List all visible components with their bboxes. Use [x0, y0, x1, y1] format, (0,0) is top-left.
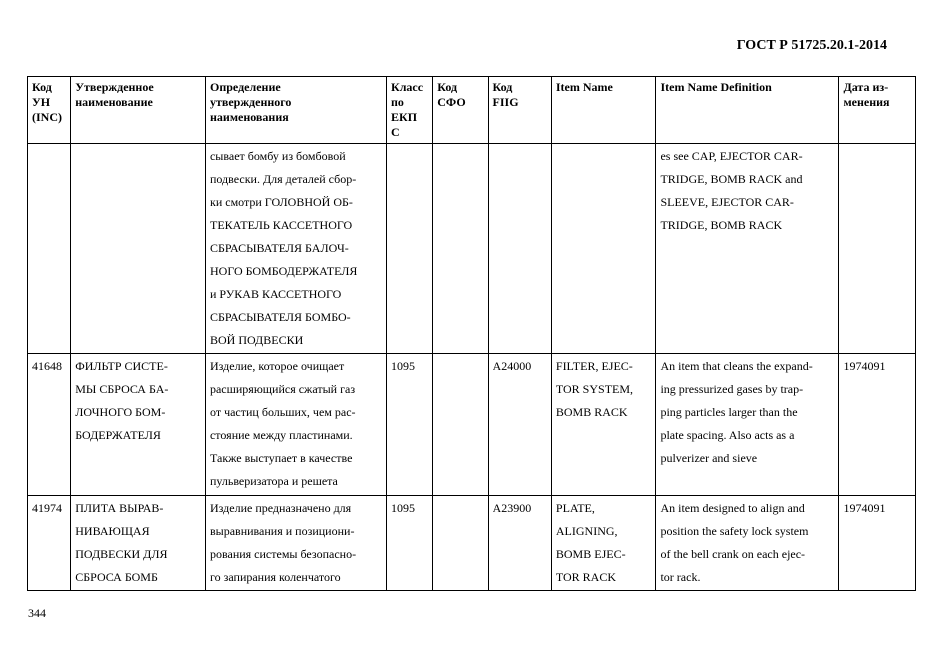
- cell-text-line: PLATE,: [555, 501, 595, 515]
- cell-text-line: ТЕКАТЕЛЬ КАССЕТНОГО: [209, 218, 353, 232]
- cell-text-line: МЫ СБРОСА БА-: [75, 382, 169, 396]
- cell-text-line: 1095: [391, 359, 415, 373]
- cell-text-line: TRIDGE, BOMB RACK and: [660, 172, 803, 186]
- cell-text-line: A24000: [492, 359, 532, 373]
- cell-text-line: стояние между пластинами.: [209, 428, 353, 442]
- item-name-cell: [551, 496, 656, 591]
- header-text-line: Код: [32, 80, 52, 94]
- cell-text-line: НИВАЮЩАЯ: [75, 524, 150, 538]
- cell-text-line: A23900: [492, 501, 532, 515]
- header-class: [387, 77, 433, 144]
- cell-text-line: ЛОЧНОГО БОМ-: [75, 405, 166, 419]
- definition-cell: [205, 144, 386, 354]
- header-text-line: наименования: [209, 110, 289, 124]
- cell-text-line: Изделие, которое очищает: [209, 359, 345, 373]
- cell-text-line: СБРАСЫВАТЕЛЯ БОМБО-: [209, 310, 351, 324]
- header-text-line: УН: [32, 95, 51, 109]
- sfo-code-cell: [433, 354, 488, 496]
- cell-text-line: BOMB RACK: [555, 405, 628, 419]
- class-cell: [387, 144, 433, 354]
- cell-text-line: ping particles larger than the: [660, 405, 798, 419]
- cell-text-line: FILTER, EJEC-: [555, 359, 633, 373]
- definition-cell: [205, 496, 386, 591]
- header-name-definition: [205, 77, 386, 144]
- cell-text-line: 41974: [32, 501, 62, 515]
- approved-name-cell: [71, 354, 206, 496]
- inc-code-cell: [28, 144, 71, 354]
- header-text-line: Дата из-: [843, 80, 889, 94]
- cell-text-line: An item that cleans the expand-: [660, 359, 813, 373]
- cell-text-line: TOR SYSTEM,: [555, 382, 634, 396]
- header-text-line: наименование: [75, 95, 153, 109]
- cell-text-line: выравнивания и позициони-: [209, 524, 355, 538]
- cell-text-line: of the bell crank on each ejec-: [660, 547, 806, 561]
- header-inc-code: [28, 77, 71, 144]
- cell-text-line: 41648: [32, 359, 62, 373]
- cell-text-line: tor rack.: [660, 570, 701, 584]
- cell-text-line: 1974091: [843, 359, 886, 373]
- cell-text-line: от частиц больших, чем рас-: [209, 405, 356, 419]
- header-text-line: Определение: [209, 80, 281, 94]
- item-name-cell: [551, 144, 656, 354]
- header-sfo-code: [433, 77, 488, 144]
- item-name-definition-cell: [656, 144, 839, 354]
- approved-name-cell: [71, 496, 206, 591]
- cell-text-line: ки смотри ГОЛОВНОЙ ОБ-: [209, 195, 353, 209]
- header-text-line: менения: [843, 95, 890, 109]
- header-text-line: С: [391, 125, 400, 139]
- cell-text-line: es see CAP, EJECTOR CAR-: [660, 149, 803, 163]
- header-item-name: [551, 77, 656, 144]
- cell-text-line: БОДЕРЖАТЕЛЯ: [75, 428, 161, 442]
- cell-text-line: СБРАСЫВАТЕЛЯ БАЛОЧ-: [209, 241, 349, 255]
- header-text-line: Item Name: [555, 80, 613, 94]
- cell-text-line: го запирания коленчатого: [209, 570, 341, 584]
- header-text-line: ЕКП: [391, 110, 418, 124]
- header-text-line: (INC): [32, 110, 62, 124]
- cell-text-line: 1974091: [843, 501, 886, 515]
- item-name-cell: [551, 354, 656, 496]
- header-text-line: Item Name Definition: [660, 80, 772, 94]
- cell-text-line: ПОДВЕСКИ ДЛЯ: [75, 547, 168, 561]
- cell-text-line: plate spacing. Also acts as a: [660, 428, 795, 442]
- cell-text-line: рования системы безопасно-: [209, 547, 357, 561]
- definition-cell: [205, 354, 386, 496]
- item-name-definition-cell: [656, 496, 839, 591]
- fiig-code-cell: [488, 354, 551, 496]
- header-text-line: утвержденного: [209, 95, 292, 109]
- cell-text-line: An item designed to align and: [660, 501, 805, 515]
- cell-text-line: ПЛИТА ВЫРАВ-: [75, 501, 164, 515]
- cell-text-line: Также выступает в качестве: [209, 451, 353, 465]
- cell-text-line: и РУКАВ КАССЕТНОГО: [209, 287, 342, 301]
- cell-text-line: position the safety lock system: [660, 524, 809, 538]
- cell-text-line: ALIGNING,: [555, 524, 618, 538]
- cell-text-line: НОГО БОМБОДЕРЖАТЕЛЯ: [209, 264, 358, 278]
- inc-code-cell: [28, 496, 71, 591]
- cell-text-line: СБРОСА БОМБ: [75, 570, 158, 584]
- cell-text-line: подвески. Для деталей сбор-: [209, 172, 357, 186]
- fiig-code-cell: [488, 496, 551, 591]
- cell-text-line: ing pressurized gases by trap-: [660, 382, 804, 396]
- header-text-line: СФО: [437, 95, 466, 109]
- header-text-line: Утвержденное: [75, 80, 154, 94]
- cell-text-line: 1095: [391, 501, 415, 515]
- header-text-line: Класс: [391, 80, 424, 94]
- class-cell: [387, 354, 433, 496]
- class-cell: [387, 496, 433, 591]
- cell-text-line: SLEEVE, EJECTOR CAR-: [660, 195, 794, 209]
- approved-name-cell: [71, 144, 206, 354]
- header-text-line: по: [391, 95, 404, 109]
- table-header-row: [28, 77, 916, 144]
- header-text-line: Код: [437, 80, 458, 94]
- cell-text-line: ВОЙ ПОДВЕСКИ: [209, 333, 304, 347]
- header-approved-name: [71, 77, 206, 144]
- table-row: [28, 354, 916, 496]
- cell-text-line: TRIDGE, BOMB RACK: [660, 218, 783, 232]
- cell-text-line: расширяющийся сжатый газ: [209, 382, 356, 396]
- cell-text-line: ФИЛЬТР СИСТЕ-: [75, 359, 168, 373]
- header-text-line: Код: [492, 80, 513, 94]
- header-text-line: FIIG: [492, 95, 519, 109]
- catalog-table: [27, 76, 916, 591]
- cell-text-line: TOR RACK: [555, 570, 617, 584]
- sfo-code-cell: [433, 496, 488, 591]
- cell-text-line: пульверизатора и решета: [209, 474, 338, 488]
- document-id: ГОСТ Р 51725.20.1-2014: [736, 38, 887, 53]
- cell-text-line: BOMB EJEC-: [555, 547, 626, 561]
- cell-text-line: Изделие предназначено для: [209, 501, 352, 515]
- sfo-code-cell: [433, 144, 488, 354]
- item-name-definition-cell: [656, 354, 839, 496]
- cell-text-line: сывает бомбу из бомбовой: [209, 149, 346, 163]
- table-row: [28, 496, 916, 591]
- page-number: 344: [28, 606, 46, 620]
- change-date-cell: [839, 354, 916, 496]
- header-fiig-code: [488, 77, 551, 144]
- fiig-code-cell: [488, 144, 551, 354]
- change-date-cell: [839, 496, 916, 591]
- header-item-name-definition: [656, 77, 839, 144]
- inc-code-cell: [28, 354, 71, 496]
- header-change-date: [839, 77, 916, 144]
- cell-text-line: pulverizer and sieve: [660, 451, 758, 465]
- table-row: [28, 144, 916, 354]
- change-date-cell: [839, 144, 916, 354]
